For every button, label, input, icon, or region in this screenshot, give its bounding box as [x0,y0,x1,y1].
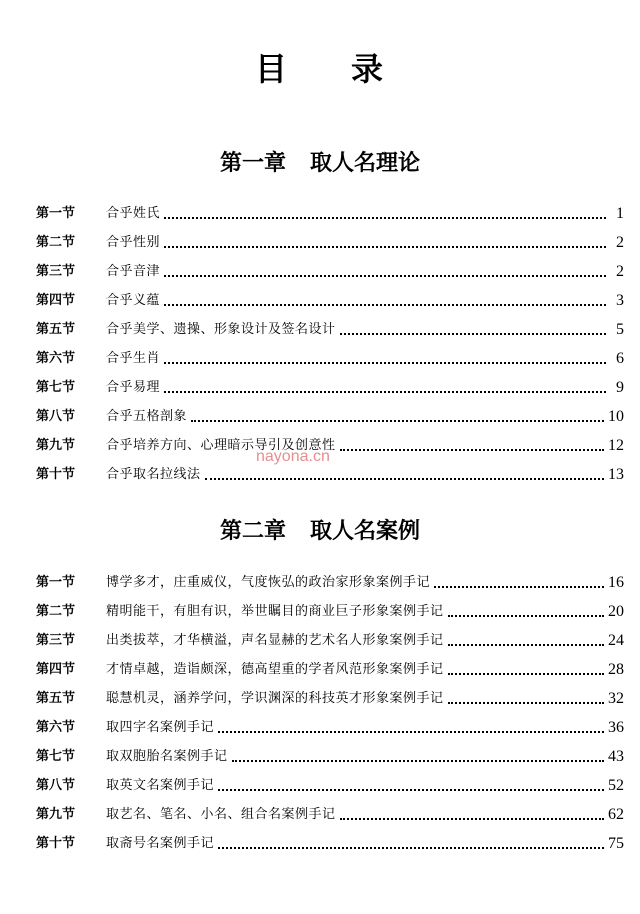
dot-leader [340,818,604,820]
section-number: 第十节 [36,467,76,482]
chapter-1-name: 取人名理论 [310,150,421,176]
section-title: 合乎生肖 [106,351,161,366]
section-number: 第四节 [36,662,76,677]
section-number: 第七节 [36,380,76,395]
page-number: 1 [616,205,624,222]
dot-leader [164,246,606,248]
page-number: 28 [608,661,624,678]
dot-leader [448,702,604,704]
section-number: 第八节 [36,409,76,424]
dot-leader [164,304,606,306]
page-number: 20 [608,603,624,620]
page-number: 2 [616,234,624,251]
section-title: 取双胞胎名案例手记 [106,749,228,764]
page-number: 24 [608,632,624,649]
dot-leader [448,615,604,617]
page-number: 9 [616,379,624,396]
dot-leader [164,391,606,393]
section-number: 第九节 [36,438,76,453]
page-number: 75 [608,835,624,852]
section-title: 合乎取名拉线法 [106,467,201,482]
dot-leader [340,333,606,335]
section-number: 第六节 [36,351,76,366]
section-number: 第四节 [36,293,76,308]
page-number: 10 [608,408,624,425]
section-title: 取艺名、笔名、小名、组合名案例手记 [106,807,336,822]
dot-leader [434,586,604,588]
page-number: 3 [616,292,624,309]
section-title: 合乎性别 [106,235,161,250]
section-title: 合乎易理 [106,380,161,395]
section-number: 第五节 [36,691,76,706]
toc-entry[interactable] [36,688,624,710]
section-number: 第二节 [36,604,76,619]
dot-leader [164,275,606,277]
section-title: 合乎五格剖象 [106,409,188,424]
chapter-2-number: 第二章 [219,518,286,544]
page-number: 62 [608,806,624,823]
section-title: 取四字名案例手记 [106,720,215,735]
chapter-1-heading [0,146,640,177]
section-title: 合乎义蕴 [106,293,161,308]
toc-entry[interactable] [36,833,624,855]
section-number: 第十节 [36,836,76,851]
section-title: 取英文名案例手记 [106,778,215,793]
dot-leader [218,789,604,791]
section-title: 取斋号名案例手记 [106,836,215,851]
page-number: 6 [616,350,624,367]
page-title [0,44,640,90]
toc-entry[interactable] [36,775,624,797]
toc-entry[interactable] [36,435,624,457]
toc-entry[interactable] [36,348,624,370]
toc-entry[interactable] [36,659,624,681]
section-number: 第六节 [36,720,76,735]
toc-entry[interactable] [36,572,624,594]
section-title: 合乎音津 [106,264,161,279]
section-number: 第九节 [36,807,76,822]
page-number: 43 [608,748,624,765]
toc-entry[interactable] [36,406,624,428]
page-number: 13 [608,466,624,483]
section-number: 第一节 [36,206,76,221]
section-title: 聪慧机灵，涵养学问，学识渊深的科技英才形象案例手记 [106,691,444,706]
toc-entry[interactable] [36,290,624,312]
section-number: 第八节 [36,778,76,793]
section-title: 精明能干，有胆有识，举世瞩目的商业巨子形象案例手记 [106,604,444,619]
dot-leader [164,362,606,364]
toc-entry[interactable] [36,630,624,652]
toc-entry[interactable] [36,377,624,399]
dot-leader [448,644,604,646]
section-title: 合乎美学、遗操、形象设计及签名设计 [106,322,336,337]
section-title: 合乎姓氏 [106,206,161,221]
toc-entry[interactable] [36,319,624,341]
section-title: 合乎培养方向、心理暗示导引及创意性 [106,438,336,453]
dot-leader [205,478,604,480]
section-title: 出类拔萃，才华横溢，声名显赫的艺术名人形象案例手记 [106,633,444,648]
section-title: 才情卓越，造诣颇深，德高望重的学者风范形象案例手记 [106,662,444,677]
toc-entry[interactable] [36,601,624,623]
dot-leader [218,847,604,849]
page-number: 2 [616,263,624,280]
page-title-part2: 录 [351,50,386,88]
dot-leader [232,760,604,762]
dot-leader [340,449,604,451]
section-number: 第一节 [36,575,76,590]
section-number: 第三节 [36,633,76,648]
toc-entry[interactable] [36,717,624,739]
chapter-2-name: 取人名案例 [310,518,421,544]
page-number: 5 [616,321,624,338]
section-number: 第二节 [36,235,76,250]
section-number: 第三节 [36,264,76,279]
page-number: 32 [608,690,624,707]
section-number: 第七节 [36,749,76,764]
dot-leader [218,731,604,733]
toc-entry[interactable] [36,203,624,225]
dot-leader [448,673,604,675]
dot-leader [164,217,606,219]
toc-entry[interactable] [36,261,624,283]
toc-entry[interactable] [36,232,624,254]
section-title: 博学多才，庄重威仪，气度恢弘的政治家形象案例手记 [106,575,431,590]
page-number: 52 [608,777,624,794]
dot-leader [191,420,604,422]
page-number: 12 [608,437,624,454]
toc-entry[interactable] [36,804,624,826]
page-title-part1: 目 [254,50,289,88]
watermark: nayona.cn [256,448,330,465]
toc-entry[interactable] [36,464,624,486]
section-number: 第五节 [36,322,76,337]
chapter-2-heading [0,514,640,545]
page-number: 36 [608,719,624,736]
toc-entry[interactable] [36,746,624,768]
page-number: 16 [608,574,624,591]
chapter-1-number: 第一章 [219,150,286,176]
